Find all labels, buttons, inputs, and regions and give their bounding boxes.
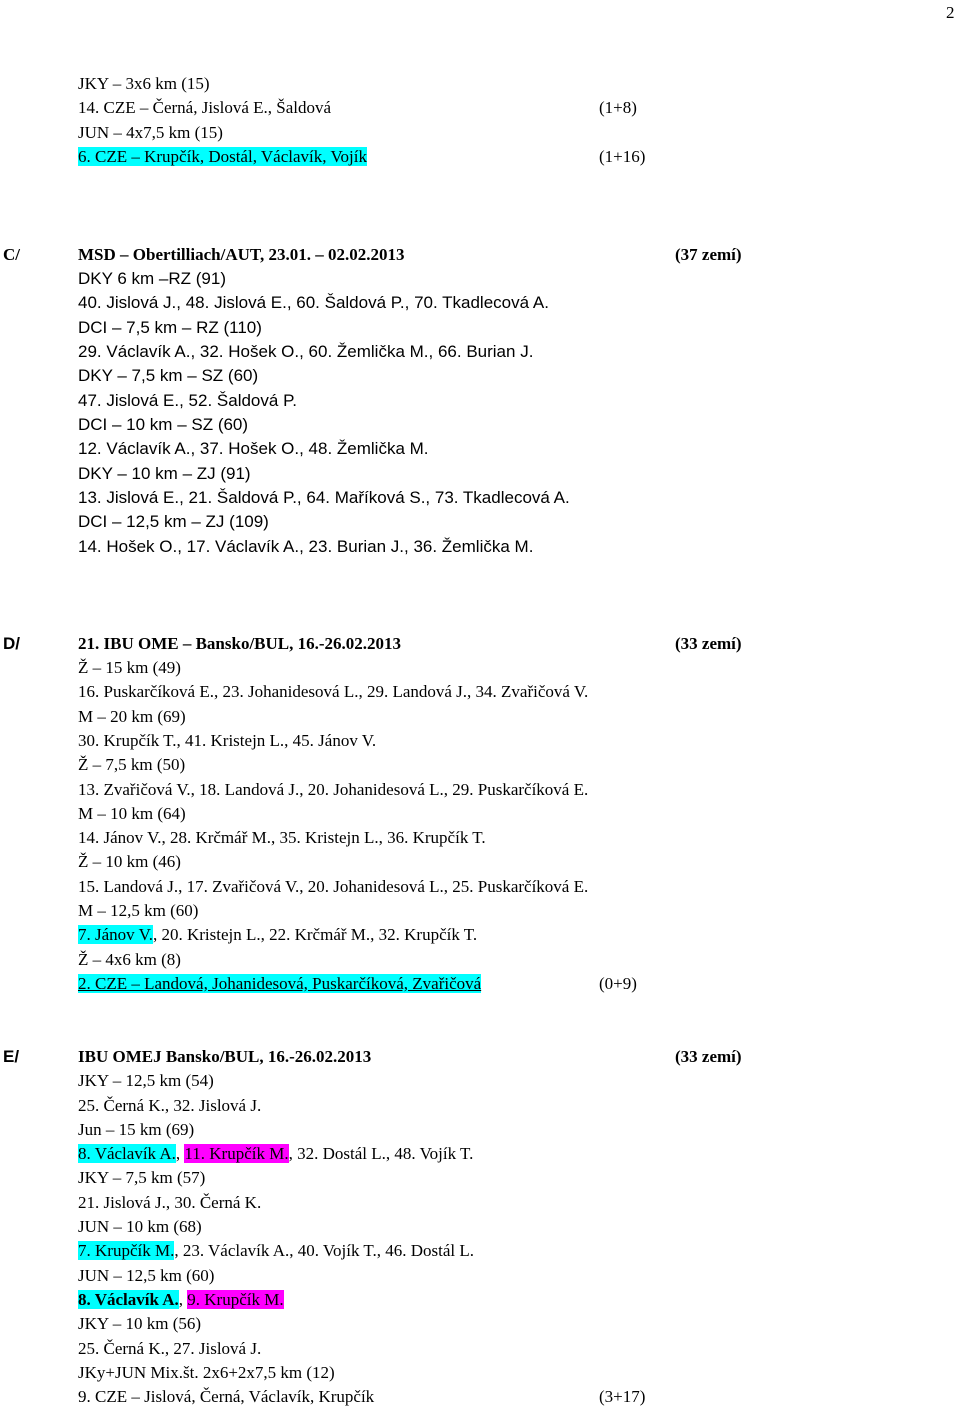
intro-relay-jky-result: 14. CZE – Černá, Jislová E., Šaldová [78,98,332,117]
section-e-title: IBU OMEJ Bansko/BUL, 16.-26.02.2013 [78,1047,372,1066]
section-e-line: JKy+JUN Mix.št. 2x6+2x7,5 km (12) [78,1363,335,1382]
section-d-line: Ž – 15 km (49) [78,658,181,677]
section-label-e: E/ [3,1047,20,1066]
section-e-line: JUN – 12,5 km (60) [78,1266,215,1285]
result-rest: , 23. Václavík A., 40. Vojík T., 46. Dostál L. [174,1241,475,1260]
section-d-relay-result [78,974,481,994]
intro-relay-jun: JUN – 4x7,5 km (15) [78,123,223,142]
section-c-line: 12. Václavík A., 37. Hošek O., 48. Žemlička M. [78,439,429,458]
page-number: 2 [946,3,955,22]
section-d-title: 21. IBU OME – Bansko/BUL, 16.-26.02.2013 [78,634,402,653]
section-d-line: Ž – 7,5 km (50) [78,755,186,774]
section-e-line: JKY – 10 km (56) [78,1314,202,1333]
section-e-line-highlighted [78,1241,474,1261]
highlight-result: 9. Krupčík M. [187,1290,284,1309]
section-e-relay-score: (3+17) [599,1387,646,1406]
intro-relay-jun-score: (1+16) [599,147,646,166]
intro-relay-jun-result [78,147,367,167]
intro-relay-jky-score: (1+8) [599,98,637,117]
section-d-line: 13. Zvařičová V., 18. Landová J., 20. Johanidesová L., 29. Puskarčíková E. [78,780,589,799]
section-d-line: M – 20 km (69) [78,707,186,726]
section-c-title: MSD – Obertilliach/AUT, 23.01. – 02.02.2013 [78,245,405,264]
intro-relay-jky: JKY – 3x6 km (15) [78,74,210,93]
section-e-line: 25. Černá K., 27. Jislová J. [78,1339,262,1358]
section-c-line: DCI – 12,5 km – ZJ (109) [78,512,269,531]
section-c-line: DCI – 7,5 km – RZ (110) [78,318,262,337]
section-d-line: Ž – 10 km (46) [78,852,181,871]
section-d-line-highlighted [78,925,477,945]
section-e-line: 25. Černá K., 32. Jislová J. [78,1096,262,1115]
section-d-line: 16. Puskarčíková E., 23. Johanidesová L., 29. Landová J., 34. Zvařičová V. [78,682,589,701]
section-d-line: M – 10 km (64) [78,804,186,823]
highlight-result: 8. Václavík A. [78,1290,179,1309]
highlight-result: 7. Jánov V. [78,925,153,944]
result-rest: , 32. Dostál L., 48. Vojík T. [288,1144,474,1163]
section-d-countries: (33 zemí) [675,634,742,653]
highlight-relay-result: 6. CZE – Krupčík, Dostál, Václavík, Vojík [78,147,367,166]
section-c-line: 14. Hošek O., 17. Václavík A., 23. Burian J., 36. Žemlička M. [78,537,534,556]
section-e-line: JKY – 7,5 km (57) [78,1168,206,1187]
highlight-result: 7. Krupčík M. [78,1241,175,1260]
section-c-line: 47. Jislová E., 52. Šaldová P. [78,391,297,410]
section-d-line: 30. Krupčík T., 41. Kristejn L., 45. Jánov V. [78,731,377,750]
section-c-countries: (37 zemí) [675,245,742,264]
section-d-relay: Ž – 4x6 km (8) [78,950,181,969]
section-e-line: JKY – 12,5 km (54) [78,1071,214,1090]
section-d-line: M – 12,5 km (60) [78,901,199,920]
highlight-result: 11. Krupčík M. [184,1144,289,1163]
section-c-line: DKY – 7,5 km – SZ (60) [78,366,259,385]
section-d-line: 14. Jánov V., 28. Krčmář M., 35. Kristejn L., 36. Krupčík T. [78,828,486,847]
section-e-line: Jun – 15 km (69) [78,1120,195,1139]
section-c-line: 40. Jislová J., 48. Jislová E., 60. Šaldová P., 70. Tkadlecová A. [78,293,549,312]
section-label-d: D/ [3,634,20,653]
result-separator: , [175,1144,185,1163]
section-label-c: C/ [3,245,20,264]
section-e-line-highlighted [78,1144,473,1164]
highlight-relay-result: 2. CZE – Landová, Johanidesová, Puskarčíková, Zvařičová [78,974,482,993]
section-c-line: DKY 6 km –RZ (91) [78,269,227,288]
section-c-line: DCI – 10 km – SZ (60) [78,415,249,434]
result-rest: , 20. Kristejn L., 22. Krčmář M., 32. Krupčík T. [152,925,478,944]
result-separator: , [178,1290,188,1309]
section-d-relay-score: (0+9) [599,974,637,993]
section-e-line-highlighted [78,1290,284,1310]
section-d-line: 15. Landová J., 17. Zvařičová V., 20. Johanidesová L., 25. Puskarčíková E. [78,877,589,896]
section-c-line: 13. Jislová E., 21. Šaldová P., 64. Maříková S., 73. Tkadlecová A. [78,488,570,507]
section-e-relay-result: 9. CZE – Jislová, Černá, Václavík, Krupčík [78,1387,375,1406]
section-e-countries: (33 zemí) [675,1047,742,1066]
highlight-result: 8. Václavík A. [78,1144,176,1163]
section-e-line: JUN – 10 km (68) [78,1217,202,1236]
section-c-line: DKY – 10 km – ZJ (91) [78,464,251,483]
section-c-line: 29. Václavík A., 32. Hošek O., 60. Žemlička M., 66. Burian J. [78,342,534,361]
section-e-line: 21. Jislová J., 30. Černá K. [78,1193,262,1212]
